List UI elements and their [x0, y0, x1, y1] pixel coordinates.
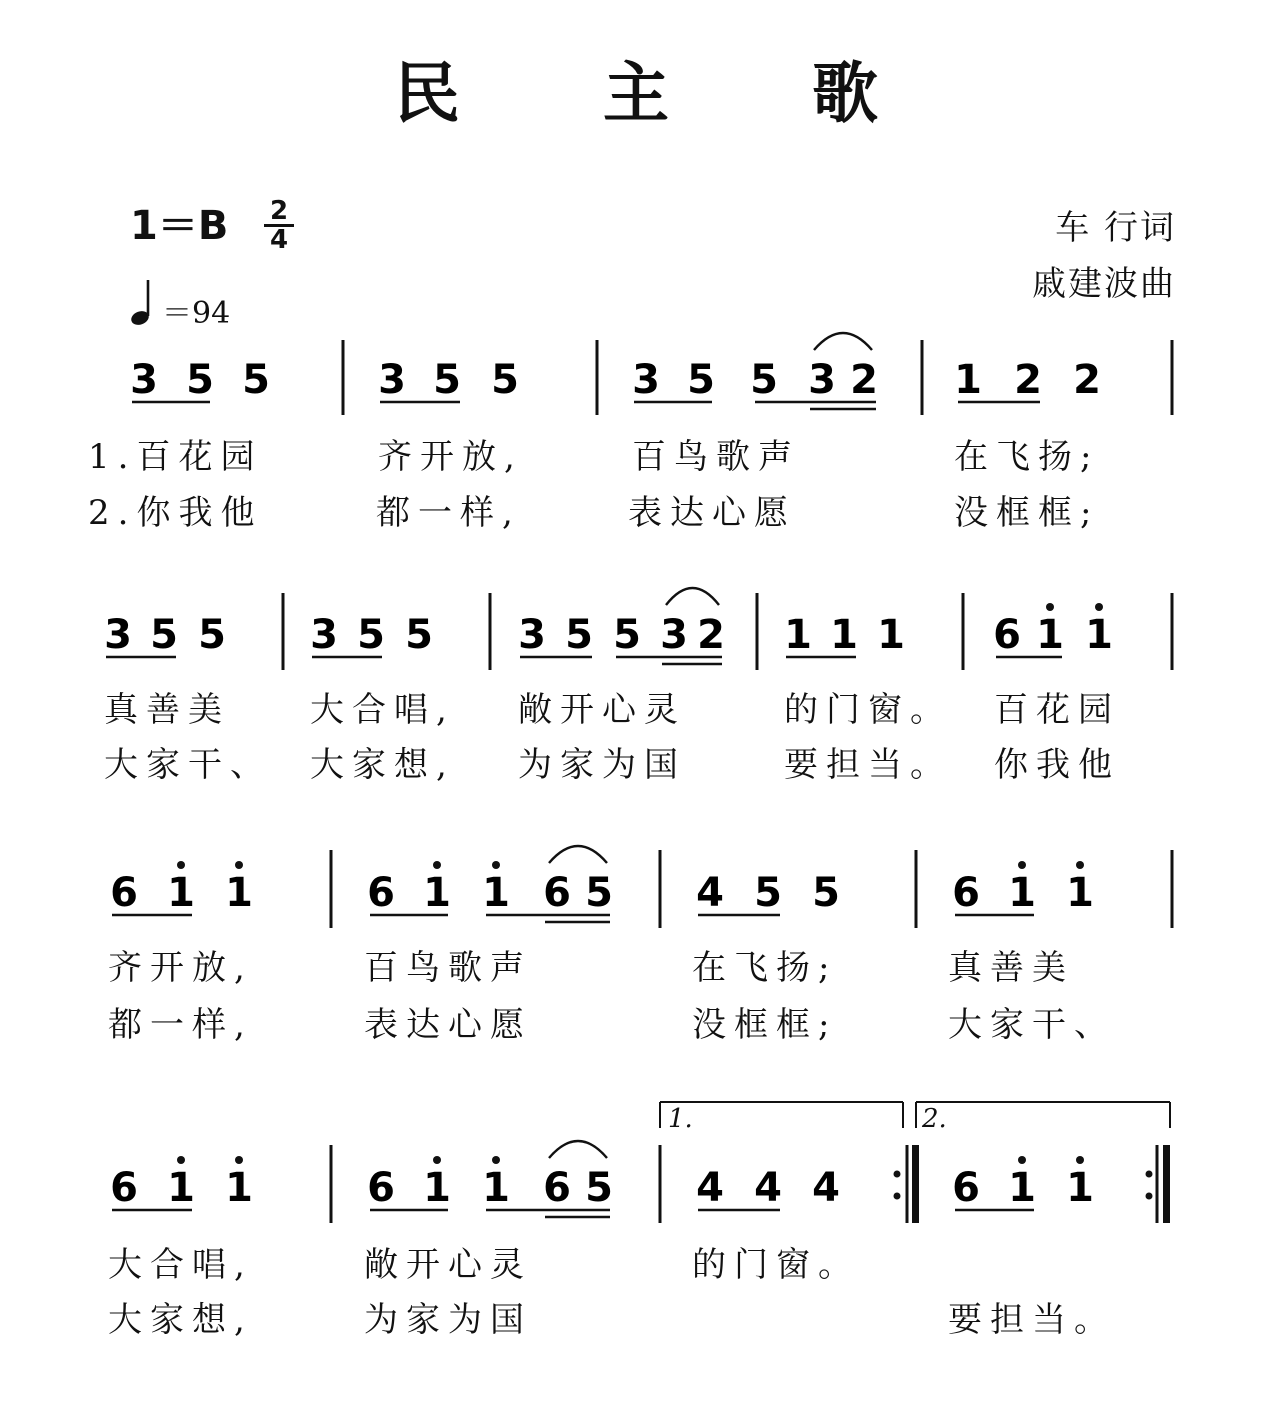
note: 2	[1073, 357, 1101, 403]
high-octave-dot	[235, 861, 243, 869]
slur	[549, 846, 607, 863]
note: 5	[565, 612, 593, 658]
high-octave-dot	[1018, 861, 1026, 869]
lyric-phrase: 表达心愿	[364, 1005, 532, 1045]
note: 5	[754, 870, 782, 916]
note: 5	[433, 357, 461, 403]
lyric-phrase: 敞开心灵	[518, 690, 686, 730]
high-octave-dot	[433, 861, 441, 869]
note: 1	[1008, 1165, 1036, 1211]
note: 5	[186, 357, 214, 403]
note: 3	[632, 357, 660, 403]
lyric-phrase: 大家干、	[104, 745, 272, 785]
lyric-phrase: 为家为国	[364, 1300, 532, 1340]
note: 1	[1036, 612, 1064, 658]
note: 6	[367, 870, 395, 916]
tempo-value: ＝94	[162, 296, 231, 331]
high-octave-dot	[1046, 603, 1054, 611]
high-octave-dot	[1095, 603, 1103, 611]
lyric-phrase: 敞开心灵	[364, 1245, 532, 1285]
slur	[549, 1141, 607, 1158]
lyric-phrase: 你我他	[994, 745, 1120, 785]
note: 3	[518, 612, 546, 658]
repeat-bar-thick	[912, 1145, 919, 1223]
note: 4	[812, 1165, 840, 1211]
repeat-dot	[894, 1171, 901, 1178]
lyric-phrase: 大合唱,	[108, 1245, 253, 1285]
lyric-phrase: 都一样,	[108, 1005, 253, 1045]
volta-label: 1.	[668, 1104, 693, 1134]
repeat-dot	[894, 1193, 901, 1200]
note: 3	[808, 357, 836, 403]
note: 4	[696, 870, 724, 916]
lyric-phrase: 没框框;	[954, 493, 1100, 533]
lyric-phrase: 的门窗。	[784, 690, 952, 730]
note: 5	[357, 612, 385, 658]
lyric-phrase: 要担当。	[784, 745, 952, 785]
note: 6	[110, 1165, 138, 1211]
note: 6	[367, 1165, 395, 1211]
repeat-bar-thick	[1163, 1145, 1170, 1223]
note: 6	[543, 870, 571, 916]
note: 6	[110, 870, 138, 916]
lyric-phrase: 要担当。	[948, 1300, 1116, 1340]
note: 1	[830, 612, 858, 658]
repeat-dot	[1146, 1171, 1153, 1178]
note: 5	[242, 357, 270, 403]
lyric-phrase: 真善美	[948, 948, 1074, 988]
lyricist-credit: 车 行词	[1055, 208, 1176, 248]
lyric-phrase: 表达心愿	[628, 493, 796, 533]
key-signature: 1＝B	[130, 203, 229, 249]
lyric-phrase: 百鸟歌声	[364, 948, 532, 988]
lyric-phrase: 都一样,	[376, 493, 521, 533]
lyric-phrase: 百鸟歌声	[632, 437, 800, 477]
note: 1	[1008, 870, 1036, 916]
note: 1	[1066, 870, 1094, 916]
note: 5	[405, 612, 433, 658]
lyric-phrase: 为家为国	[518, 745, 686, 785]
note: 3	[310, 612, 338, 658]
note: 5	[585, 870, 613, 916]
note: 1	[225, 870, 253, 916]
song-title: 民 主 歌	[394, 54, 938, 132]
lyric-phrase: 大合唱,	[310, 690, 455, 730]
note: 3	[130, 357, 158, 403]
note: 1	[225, 1165, 253, 1211]
note: 1	[482, 1165, 510, 1211]
note: 1	[954, 357, 982, 403]
lyric-phrase: 百花园	[994, 690, 1120, 730]
note: 1	[423, 870, 451, 916]
high-octave-dot	[177, 861, 185, 869]
note: 3	[378, 357, 406, 403]
note: 5	[750, 357, 778, 403]
note: 3	[660, 612, 688, 658]
lyric-phrase: 真善美	[104, 690, 230, 730]
note: 1	[1066, 1165, 1094, 1211]
high-octave-dot	[492, 861, 500, 869]
note: 6	[543, 1165, 571, 1211]
time-signature-bottom: 4	[269, 225, 289, 255]
note: 1	[482, 870, 510, 916]
lyric-phrase: 齐开放,	[378, 437, 523, 477]
note: 1	[877, 612, 905, 658]
note: 1	[1085, 612, 1113, 658]
note: 5	[198, 612, 226, 658]
note: 6	[952, 1165, 980, 1211]
note: 4	[696, 1165, 724, 1211]
high-octave-dot	[235, 1156, 243, 1164]
note: 1	[167, 870, 195, 916]
note: 5	[687, 357, 715, 403]
lyric-phrase: 2.你我他	[88, 493, 263, 533]
high-octave-dot	[177, 1156, 185, 1164]
high-octave-dot	[1018, 1156, 1026, 1164]
lyric-phrase: 的门窗。	[692, 1245, 860, 1285]
lyric-phrase: 大家想,	[310, 745, 455, 785]
note: 5	[613, 612, 641, 658]
note: 5	[150, 612, 178, 658]
note: 2	[1014, 357, 1042, 403]
note: 5	[585, 1165, 613, 1211]
high-octave-dot	[492, 1156, 500, 1164]
note: 1	[423, 1165, 451, 1211]
high-octave-dot	[1076, 1156, 1084, 1164]
lyric-phrase: 齐开放,	[108, 948, 253, 988]
repeat-dot	[1146, 1193, 1153, 1200]
note: 2	[697, 612, 725, 658]
note: 5	[812, 870, 840, 916]
note: 1	[167, 1165, 195, 1211]
note: 6	[993, 612, 1021, 658]
note: 1	[784, 612, 812, 658]
note: 5	[491, 357, 519, 403]
lyric-phrase: 大家干、	[948, 1005, 1116, 1045]
time-signature-top: 2	[264, 198, 294, 227]
note: 3	[104, 612, 132, 658]
composer-credit: 戚建波曲	[1032, 264, 1176, 304]
lyric-phrase: 在飞扬;	[954, 437, 1100, 477]
slur	[666, 588, 719, 605]
lyric-phrase: 大家想,	[108, 1300, 253, 1340]
note: 2	[850, 357, 878, 403]
high-octave-dot	[433, 1156, 441, 1164]
lyric-phrase: 1.百花园	[88, 437, 263, 477]
high-octave-dot	[1076, 861, 1084, 869]
lyric-phrase: 没框框;	[692, 1005, 838, 1045]
slur	[814, 333, 872, 350]
volta-label: 2.	[922, 1104, 947, 1134]
note: 6	[952, 870, 980, 916]
lyric-phrase: 在飞扬;	[692, 948, 838, 988]
note: 4	[754, 1165, 782, 1211]
